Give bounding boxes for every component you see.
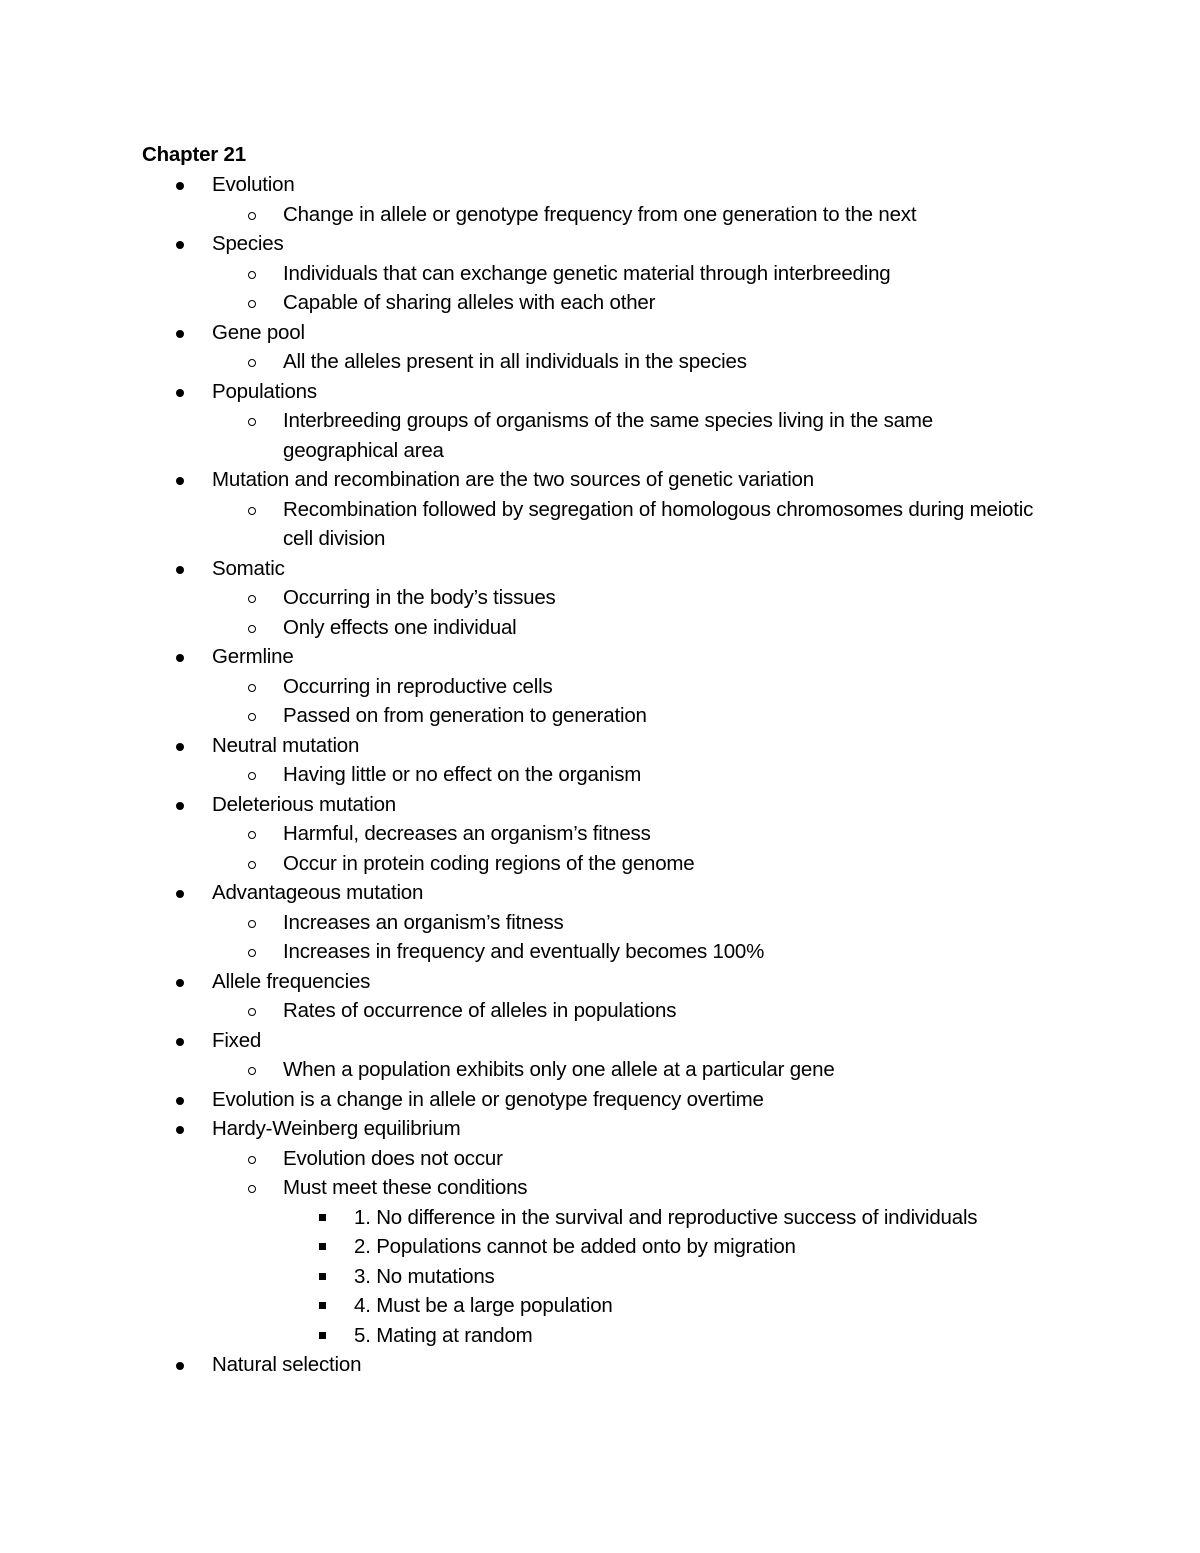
bullet-disc-icon (176, 979, 184, 987)
bullet-square-icon (319, 1332, 326, 1339)
outline-item (142, 318, 1042, 377)
bullet-circle-icon (248, 271, 256, 279)
outline-text: Individuals that can exchange genetic material through interbreeding (283, 261, 891, 285)
outline-text: Change in allele or genotype frequency from one generation to the next (283, 202, 917, 226)
bullet-square-icon (319, 1273, 326, 1280)
outline-subitem (212, 288, 1042, 318)
outline-text: Occurring in the body’s tissues (283, 586, 556, 609)
bullet-circle-icon (248, 831, 256, 839)
bullet-circle-icon (248, 1156, 256, 1164)
outline-text: 4. Must be a large population (354, 1294, 613, 1317)
outline-text: Evolution is a change in allele or genotype frequency overtime (212, 1087, 764, 1111)
outline-text: Passed on from generation to generation (283, 704, 647, 727)
outline-text: Allele frequencies (212, 969, 371, 993)
outline-text: 3. No mutations (354, 1264, 495, 1288)
outline-text: Germline (212, 645, 294, 668)
outline-text: 2. Populations cannot be added onto by migration (354, 1235, 796, 1258)
bullet-circle-icon (248, 861, 256, 869)
outline-item (142, 1350, 1042, 1380)
outline-text: 1. No difference in the survival and reproductive success of individuals (354, 1205, 978, 1229)
outline-text: Harmful, decreases an organism’s fitness (283, 822, 651, 845)
outline-text: Hardy-Weinberg equilibrium (212, 1117, 461, 1140)
outline-text: Deleterious mutation (212, 792, 397, 816)
outline-subitem (212, 200, 1042, 230)
bullet-circle-icon (248, 300, 256, 308)
outline-text: Somatic (212, 556, 285, 580)
bullet-circle-icon (248, 418, 256, 426)
outline-item (142, 465, 1042, 554)
chapter-title: Chapter 21 (142, 143, 246, 166)
bullet-disc-icon (176, 566, 184, 574)
bullet-disc-icon (176, 389, 184, 397)
outline-subitem (212, 347, 1042, 377)
outline-text: Only effects one individual (283, 615, 517, 639)
bullet-disc-icon (176, 1038, 184, 1046)
outline-subsubitem (283, 1291, 1042, 1321)
outline-item (142, 790, 1042, 879)
outline-item (142, 642, 1042, 731)
bullet-disc-icon (176, 890, 184, 898)
outline-text: All the alleles present in all individuals in the species (283, 350, 747, 373)
outline-item (142, 377, 1042, 466)
outline-subitem (212, 701, 1042, 731)
bullet-circle-icon (248, 212, 256, 220)
bullet-circle-icon (248, 920, 256, 928)
outline-text: Natural selection (212, 1353, 362, 1376)
bullet-circle-icon (248, 1008, 256, 1016)
bullet-disc-icon (176, 182, 184, 190)
outline-subitem (212, 613, 1042, 643)
outline-text: Occur in protein coding regions of the genome (283, 851, 695, 875)
bullet-disc-icon (176, 1362, 184, 1370)
bullet-disc-icon (176, 743, 184, 751)
bullet-disc-icon (176, 241, 184, 249)
bullet-square-icon (319, 1302, 326, 1309)
outline-text: Occurring in reproductive cells (283, 674, 553, 698)
bullet-circle-icon (248, 625, 256, 633)
outline-subsubitem (283, 1262, 1042, 1292)
outline-text: Capable of sharing alleles with each other (283, 291, 656, 314)
outline-subitem (212, 849, 1042, 879)
outline-subitem (212, 259, 1042, 289)
bullet-circle-icon (248, 1185, 256, 1193)
bullet-circle-icon (248, 1067, 256, 1075)
bullet-disc-icon (176, 1126, 184, 1134)
outline-text: Gene pool (212, 320, 305, 344)
outline-item (142, 1085, 1042, 1115)
outline-subitem (212, 996, 1042, 1026)
outline-text: Increases an organism’s fitness (283, 910, 564, 934)
outline-subsubitem (283, 1203, 1042, 1233)
bullet-circle-icon (248, 772, 256, 780)
outline-text: Fixed (212, 1028, 262, 1052)
outline-text: Rates of occurrence of alleles in populations (283, 999, 677, 1022)
outline-text: Neutral mutation (212, 733, 360, 757)
outline-item (142, 878, 1042, 967)
outline-text: Species (212, 232, 284, 255)
bullet-disc-icon (176, 802, 184, 810)
outline-subitem (212, 406, 1042, 465)
bullet-circle-icon (248, 713, 256, 721)
outline-subitem (212, 937, 1042, 967)
outline-subitem (212, 760, 1042, 790)
outline-text: Having little or no effect on the organism (283, 763, 642, 786)
outline-text: Populations (212, 379, 317, 403)
outline-text: When a population exhibits only one allele at a particular gene (283, 1058, 835, 1081)
outline-subitem (212, 495, 1042, 554)
outline-item (142, 1114, 1042, 1350)
outline-subsubitem (283, 1232, 1042, 1262)
outline-text: Evolution (212, 173, 295, 196)
outline-subitem (212, 672, 1042, 702)
bullet-disc-icon (176, 330, 184, 338)
outline-subitem (212, 1055, 1042, 1085)
outline-item (142, 554, 1042, 643)
bullet-disc-icon (176, 477, 184, 485)
bullet-circle-icon (248, 949, 256, 957)
outline-subitem (212, 1144, 1042, 1174)
outline-item (142, 967, 1042, 1026)
bullet-disc-icon (176, 1097, 184, 1105)
bullet-circle-icon (248, 507, 256, 515)
bullet-circle-icon (248, 595, 256, 603)
outline-text: Interbreeding groups of organisms of the same species living in the same geographical area (283, 409, 933, 462)
outline-subitem (212, 908, 1042, 938)
outline-text: Must meet these conditions (283, 1176, 528, 1199)
bullet-circle-icon (248, 359, 256, 367)
outline-text: Increases in frequency and eventually becomes 100% (283, 940, 765, 963)
outline-subsubitem (283, 1321, 1042, 1351)
bullet-square-icon (319, 1214, 326, 1221)
outline-item (142, 229, 1042, 318)
outline-item (142, 170, 1042, 229)
outline-item (142, 731, 1042, 790)
outline-text: Advantageous mutation (212, 881, 424, 904)
outline-list (142, 170, 1042, 1380)
bullet-square-icon (319, 1243, 326, 1250)
outline-subitem (212, 1173, 1042, 1350)
outline-text: Evolution does not occur (283, 1146, 503, 1170)
outline-item (142, 1026, 1042, 1085)
document-body (142, 140, 1042, 1380)
outline-text: Mutation and recombination are the two sources of genetic variation (212, 468, 814, 491)
bullet-circle-icon (248, 684, 256, 692)
outline-subitem (212, 583, 1042, 613)
outline-subitem (212, 819, 1042, 849)
outline-text: Recombination followed by segregation of homologous chromosomes during meiotic cell division (283, 497, 1034, 550)
outline-text: 5. Mating at random (354, 1323, 533, 1347)
bullet-disc-icon (176, 654, 184, 662)
